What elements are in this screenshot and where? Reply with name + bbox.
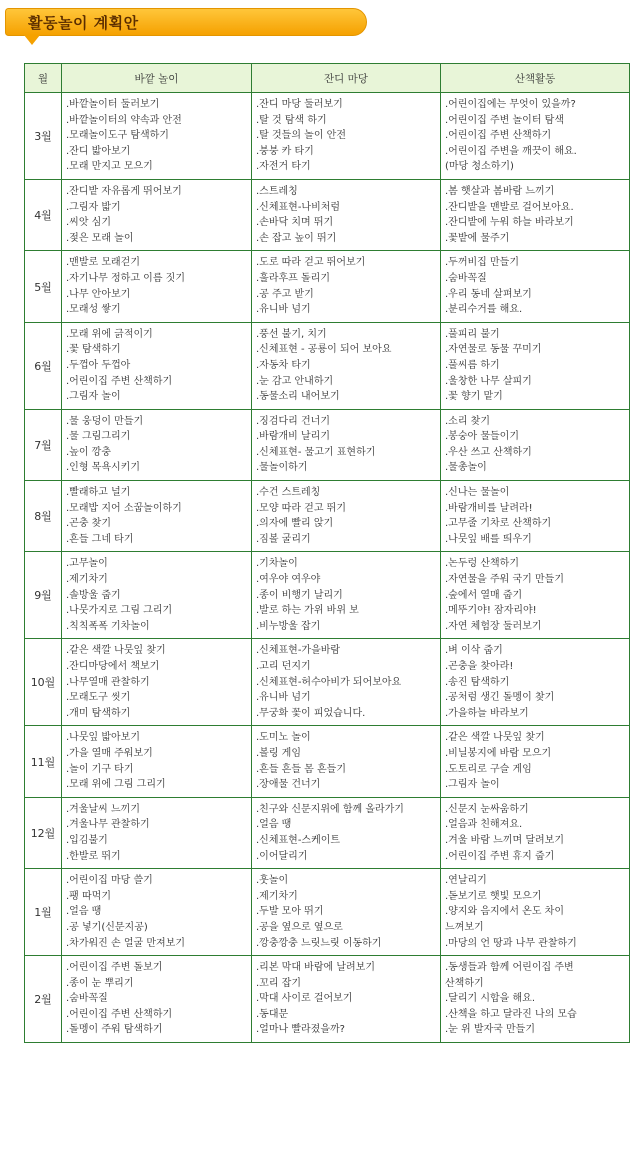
activity-item: .벼 이삭 줍기 [445,645,503,657]
table-row [25,251,630,322]
activity-item: .어린이집 주변 산책하기 [445,130,552,142]
walk-activity-cell [441,179,630,250]
header-lawn-yard: 잔디 마당 [252,64,441,93]
activity-item: .바깥놀이터 둘러보기 [66,99,160,110]
activity-item: .물 웅덩이 만들기 [66,415,144,427]
page-title-banner [0,0,639,52]
activity-item: .꽃 탐색하기 [66,344,121,356]
table-row [25,726,630,797]
activity-item: .짐볼 굴리기 [256,533,311,545]
outdoor-play-cell [62,956,252,1043]
month-label: 11월 [25,726,62,797]
table-row [25,409,630,480]
activity-item: .돋보기로 햇빛 모으기 [445,890,542,902]
outdoor-play-cell [62,552,252,639]
lawn-yard-cell [252,956,441,1043]
outdoor-play-cell [62,93,252,180]
outdoor-play-cell [62,409,252,480]
outdoor-play-cell [62,797,252,868]
table-row [25,481,630,552]
outdoor-play-cell [62,251,252,322]
activity-item: .신체표현-스케이트 [256,834,341,846]
activity-item: .잔디밭을 맨발로 걸어보아요. [445,201,574,213]
table-row [25,93,630,180]
activity-item: .얼음과 친해져요. [445,819,523,831]
activity-item: .빨래하고 널기 [66,487,131,499]
activity-item: .징검다리 건너기 [256,415,330,427]
walk-activity-cell [441,869,630,956]
activity-item: .숨바꼭질 [66,993,108,1005]
table-row [25,797,630,868]
activity-item: .제기차기 [66,574,108,586]
activity-item: .팽 따먹기 [66,890,111,902]
walk-activity-cell [441,251,630,322]
activity-item: .나뭇잎 배를 띄우기 [445,533,532,545]
activity-item: .신체표현- 물고기 표현하기 [256,446,376,458]
activity-item: .공 주고 받기 [256,288,314,300]
activity-item: .붕붕 카 타기 [256,145,314,157]
walk-activity-cell [441,322,630,409]
walk-activity-cell [441,639,630,726]
activity-item: 산책하기 [445,977,484,989]
activity-item: .바람개비를 날려라! [445,502,533,514]
activity-item: .얼마나 빨라졌을까? [256,1024,345,1036]
activity-item: .잔디밭에 누워 하늘 바라보기 [445,217,574,229]
activity-item: .나뭇가지로 그림 그리기 [66,605,173,617]
activity-item: .동물소리 내어보기 [256,391,340,403]
activity-item: .바람개비 날리기 [256,431,330,443]
lawn-yard-cell [252,409,441,480]
activity-item: .물 그림그리기 [66,431,131,443]
activity-item: .신체표현-허수아비가 되어보아요 [256,676,402,688]
activity-item: .흔들 그네 타기 [66,533,134,545]
activity-item: .입김불기 [66,834,108,846]
lawn-yard-cell [252,481,441,552]
activity-item: .눈 감고 안내하기 [256,375,334,387]
walk-activity-cell [441,481,630,552]
lawn-yard-cell [252,797,441,868]
outdoor-play-cell [62,726,252,797]
activity-item: .메뚜기야! 잠자리야! [445,605,537,617]
activity-item: .우산 쓰고 산책하기 [445,446,532,458]
table-row [25,322,630,409]
activity-item: .여우야 여우야 [256,574,321,586]
table-row [25,956,630,1043]
activity-item: .개미 탐색하기 [66,707,131,719]
activity-item: .눈 위 발자국 만들기 [445,1024,535,1036]
activity-item: .볼링 게임 [256,747,301,759]
activity-item: .고무놀이 [66,558,108,570]
activity-item: .모래성 쌓기 [66,304,121,316]
walk-activity-cell [441,726,630,797]
activity-item: .공처럼 생긴 돌멩이 찾기 [445,692,555,704]
activity-item: .비누방울 잡기 [256,620,321,632]
walk-activity-cell [441,797,630,868]
activity-item: .발로 하는 가위 바위 보 [256,605,359,617]
month-label: 1월 [25,869,62,956]
activity-item: .논두렁 산책하기 [445,558,519,570]
activity-item: .어린이집 주변 산책하기 [66,1008,173,1020]
activity-item: .기차놀이 [256,558,298,570]
activity-item: .친구와 신문지위에 함께 올라가기 [256,803,404,815]
activity-item: .우리 동네 살펴보기 [445,288,532,300]
activity-item: .그림자 놀이 [66,391,121,403]
activity-item: .봄 햇살과 봄바람 느끼기 [445,185,555,197]
header-month: 월 [25,64,62,93]
activity-item: .달리기 시합을 해요. [445,993,535,1005]
activity-item: .잔디마당에서 책보기 [66,661,160,672]
activity-item: .차가워진 손 얼굴 만져보기 [66,937,185,949]
month-label: 9월 [25,552,62,639]
header-outdoor-play: 바깥 놀이 [62,64,252,93]
month-label: 7월 [25,409,62,480]
activity-item: .숲에서 열매 줍기 [445,589,523,601]
header-walk-activity: 산책활동 [441,64,630,93]
lawn-yard-cell [252,869,441,956]
table-row [25,639,630,726]
header-row [25,64,630,93]
outdoor-play-cell [62,179,252,250]
activity-item: .마당의 언 땅과 나무 관찰하기 [445,937,577,949]
activity-item: .꽃 향기 맡기 [445,391,503,403]
activity-item: .어린이집 주변 돌보기 [66,962,163,974]
activity-item: .나무열매 관찰하기 [66,676,150,688]
activity-item: .그림자 놀이 [445,779,500,791]
activity-item: .탈 것들의 놀이 안전 [256,130,346,142]
activity-item: .고리 던지기 [256,661,311,672]
activity-item: 느껴보기 [445,921,484,933]
page-title: 활동놀이 계획안 [28,14,139,32]
activity-item: .봉숭아 물들이기 [445,431,519,443]
activity-item: .의자에 빨리 앉기 [256,518,334,530]
activity-item: .소리 찾기 [445,415,490,427]
month-label: 5월 [25,251,62,322]
outdoor-play-cell [62,322,252,409]
lawn-yard-cell [252,322,441,409]
activity-item: .공을 옆으로 옆으로 [256,921,343,933]
activity-item: .산책을 하고 달라진 나의 모습 [445,1008,577,1020]
activity-item: .손 잡고 높이 뛰기 [256,232,337,244]
activity-item: .물총놀이 [445,462,487,474]
activity-item: .고무줄 기차로 산책하기 [445,518,552,530]
month-label: 2월 [25,956,62,1043]
lawn-yard-cell [252,93,441,180]
activity-item: .울창한 나무 살피기 [445,375,532,387]
activity-item: .어린이집 주변을 깨끗이 해요. [445,145,577,157]
activity-item: .한발로 뛰기 [66,850,121,862]
activity-item: .풀씨름 하기 [445,359,500,371]
activity-item: .어린이집에는 무엇이 있을까? [445,99,576,110]
activity-plan-table [24,63,630,1043]
activity-item: .신체표현 - 공룡이 되어 보아요 [256,344,392,356]
activity-item: .맨발로 모래걷기 [66,257,140,269]
activity-item: .나무 안아보기 [66,288,131,300]
walk-activity-cell [441,552,630,639]
activity-item: .종이 비행기 날리기 [256,589,343,601]
activity-item: .리본 막대 바람에 날려보기 [256,962,375,974]
outdoor-play-cell [62,639,252,726]
activity-item: .종이 눈 뿌리기 [66,977,134,989]
activity-item: .잔디 밟아보기 [66,145,131,157]
activity-item: .자연물로 동물 꾸미기 [445,344,542,356]
activity-item: .놀이 기구 타기 [66,763,134,775]
activity-item: .물놀이하기 [256,462,308,474]
activity-item: .씨앗 심기 [66,217,111,229]
plan-body [25,93,630,1043]
activity-item: .꼬리 잡기 [256,977,301,989]
activity-item: .가을 열매 주워보기 [66,747,153,759]
activity-item: .바깥놀이터의 약속과 안전 [66,114,182,126]
activity-item: .곤충 찾기 [66,518,111,530]
activity-item: .젖은 모래 놀이 [66,232,134,244]
activity-item: .곤충을 찾아라! [445,661,514,672]
activity-item: .풀피리 불기 [445,328,500,340]
activity-item: .어린이집 주변 휴지 줍기 [445,850,555,862]
activity-item: .막대 사이로 걸어보기 [256,993,353,1005]
activity-item: .비닐봉지에 바람 모으기 [445,747,552,759]
activity-item: .같은 색깔 나뭇잎 찾기 [66,645,166,657]
lawn-yard-cell [252,639,441,726]
outdoor-play-cell [62,481,252,552]
activity-item: .제기차기 [256,890,298,902]
month-label: 10월 [25,639,62,726]
activity-item: .모래 만지고 모으기 [66,161,153,173]
activity-item: .두발 모아 뛰기 [256,906,324,918]
activity-item: .신나는 물놀이 [445,487,510,499]
activity-item: .연날리기 [445,875,487,887]
lawn-yard-cell [252,726,441,797]
lawn-yard-cell [252,251,441,322]
activity-item: .자동차 타기 [256,359,311,371]
month-label: 8월 [25,481,62,552]
walk-activity-cell [441,93,630,180]
activity-item: .도미노 놀이 [256,732,311,744]
activity-item: .동대문 [256,1008,289,1020]
activity-item: .신문지 눈싸움하기 [445,803,529,815]
activity-item: .같은 색깔 나뭇잎 찾기 [445,732,545,744]
activity-item: .이어달리기 [256,850,308,862]
activity-item: .어린이집 마당 쓸기 [66,875,153,887]
activity-item: .신체표현-나비처럼 [256,201,341,213]
activity-item: .돌멩이 주워 탐색하기 [66,1024,163,1036]
activity-item: .모래 위에 그림 그리기 [66,779,166,791]
activity-item: .겨울나무 관찰하기 [66,819,150,831]
walk-activity-cell [441,956,630,1043]
activity-item: .칙칙폭폭 기차놀이 [66,620,150,632]
activity-item: .잔디 마당 둘러보기 [256,99,343,110]
activity-item: .얼음 땡 [256,819,292,831]
activity-item: .도로 따라 걷고 뛰어보기 [256,257,366,269]
activity-item: .두꺼비집 만들기 [445,257,519,269]
activity-item: .꽃밭에 물주기 [445,232,510,244]
activity-item: .훗놀이 [256,875,289,887]
lawn-yard-cell [252,179,441,250]
activity-item: .어린이집 주변 놀이터 탐색 [445,114,564,126]
activity-item: .풍선 불기, 치기 [256,328,327,340]
activity-item: .자연 체험장 둘러보기 [445,620,542,632]
activity-item: .동생들과 함께 어린이집 주변 [445,962,574,974]
activity-item: .송진 탐색하기 [445,676,510,688]
activity-item: .양지와 음지에서 온도 차이 [445,906,564,918]
activity-item: .자전거 타기 [256,161,311,173]
activity-item: .자기나무 정하고 이름 짓기 [66,272,185,284]
walk-activity-cell [441,409,630,480]
activity-item: (마당 청소하기) [445,161,514,173]
activity-item: .겨울 바람 느끼며 달려보기 [445,834,564,846]
activity-item: .겨울날씨 느끼기 [66,803,140,815]
activity-item: .숨바꼭질 [445,272,487,284]
activity-item: .무궁화 꽃이 피었습니다. [256,707,366,719]
month-label: 3월 [25,93,62,180]
activity-item: .잔디밭 자유롭게 뛰어보기 [66,185,182,197]
activity-item: .탈 것 탐색 하기 [256,114,327,126]
activity-item: .깡충깡충 느릿느릿 이동하기 [256,937,382,949]
table-row [25,552,630,639]
activity-item: .모래밥 지어 소꿉놀이하기 [66,502,182,514]
month-label: 4월 [25,179,62,250]
activity-item: .공 넣기(신문지공) [66,921,148,933]
activity-item: .얼음 땡 [66,906,102,918]
activity-item: .어린이집 주변 산책하기 [66,375,173,387]
activity-item: .장애물 건너기 [256,779,321,791]
activity-item: .그림자 밟기 [66,201,121,213]
activity-item: .손바닥 치며 뛰기 [256,217,334,229]
activity-item: .훌라후프 돌리기 [256,272,330,284]
activity-item: .흔들 흔들 몸 흔들기 [256,763,346,775]
table-row [25,179,630,250]
activity-item: .신체표현-가을바람 [256,645,341,657]
activity-item: .솔방울 줍기 [66,589,121,601]
title-pointer [24,35,40,45]
activity-item: .수건 스트레칭 [256,487,321,499]
month-label: 6월 [25,322,62,409]
lawn-yard-cell [252,552,441,639]
activity-item: .인형 목욕시키기 [66,462,140,474]
activity-item: .유니바 넘기 [256,304,311,316]
activity-item: .모래놀이도구 탐색하기 [66,130,169,142]
activity-item: .모양 따라 걷고 뛰기 [256,502,346,514]
title-ribbon [5,8,367,36]
activity-item: .유니바 넘기 [256,692,311,704]
activity-item: .스트레칭 [256,185,298,197]
activity-item: .분리수거를 해요. [445,304,523,316]
activity-item: .도토리로 구슬 게임 [445,763,532,775]
activity-item: .두껍아 두껍아 [66,359,131,371]
table-row [25,869,630,956]
activity-item: .모래도구 씻기 [66,692,131,704]
activity-item: .가을하늘 바라보기 [445,707,529,719]
activity-item: .나뭇잎 밟아보기 [66,732,140,744]
activity-item: .모래 위에 긁적이기 [66,328,153,340]
activity-item: .자연물을 주워 국기 만들기 [445,574,564,586]
month-label: 12월 [25,797,62,868]
activity-item: .높이 깡충 [66,446,111,458]
outdoor-play-cell [62,869,252,956]
